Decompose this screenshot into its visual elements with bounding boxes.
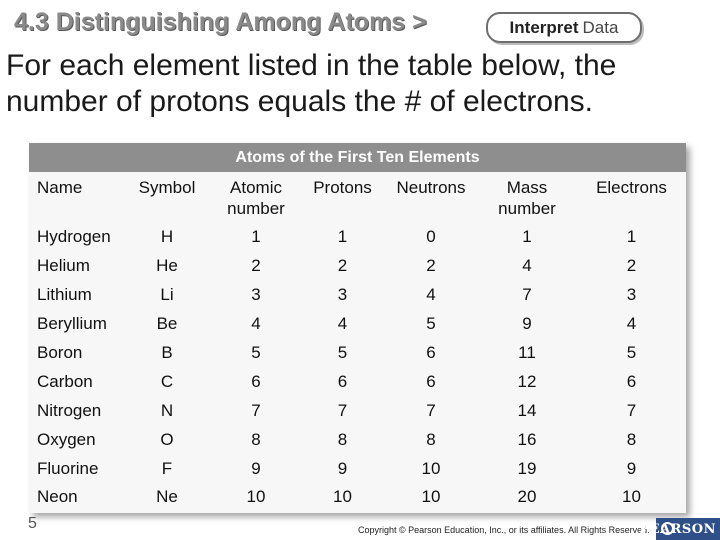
cell-symbol: N — [160, 400, 174, 420]
badge-label: Data — [582, 17, 619, 37]
slide-subtitle: For each element listed in the table below, the number of protons equals the # of electrons. — [6, 49, 617, 118]
cell-electrons: 8 — [626, 429, 637, 449]
cell-atomic-number: 10 — [246, 487, 266, 507]
cell-protons: 8 — [337, 429, 348, 449]
cell-protons: 4 — [337, 314, 348, 334]
table-header-row — [29, 172, 686, 223]
cell-neutrons: 6 — [426, 371, 436, 391]
cell-protons: 7 — [337, 400, 348, 420]
cell-name: Nitrogen — [37, 400, 102, 420]
cell-neutrons: 5 — [426, 314, 436, 334]
cell-electrons: 2 — [626, 256, 637, 276]
cell-neutrons: 10 — [421, 458, 441, 478]
cell-protons: 6 — [337, 371, 348, 391]
column-header-name: Name — [37, 178, 83, 197]
cell-atomic-number: 4 — [251, 314, 261, 334]
cell-mass-number: 9 — [522, 314, 532, 334]
table-row — [29, 425, 686, 454]
cell-atomic-number: 1 — [251, 227, 261, 247]
cell-electrons: 1 — [626, 227, 637, 247]
copyright-notice: Copyright © Pearson Education, Inc., or its affiliates. All Rights Reserved. — [358, 525, 650, 535]
cell-protons: 2 — [337, 256, 348, 276]
cell-protons: 1 — [337, 227, 348, 247]
table-row — [29, 367, 686, 396]
cell-name: Oxygen — [37, 429, 96, 449]
badge-bold-label: Interpret — [509, 17, 579, 37]
cell-mass-number: 4 — [522, 256, 532, 276]
slide-title: 4.3 Distinguishing Among Atoms > — [14, 8, 427, 36]
table-row — [29, 483, 686, 512]
cell-symbol: Li — [160, 285, 174, 305]
column-header-neutrons: Neutrons — [396, 178, 466, 197]
cell-mass-number: 12 — [517, 371, 537, 391]
cell-electrons: 4 — [626, 314, 637, 334]
cell-neutrons: 6 — [426, 343, 436, 362]
cell-protons: 3 — [337, 285, 348, 305]
cell-protons: 5 — [337, 343, 348, 362]
cell-name: Helium — [37, 256, 90, 276]
cell-symbol: He — [156, 256, 178, 276]
cell-neutrons: 4 — [426, 285, 436, 305]
cell-atomic-number: 3 — [251, 285, 261, 305]
cell-symbol: Ne — [156, 487, 178, 507]
cell-atomic-number: 9 — [251, 458, 261, 478]
table-row — [29, 252, 686, 281]
cell-mass-number: 16 — [517, 429, 537, 449]
table-row — [29, 281, 686, 310]
table-row — [29, 454, 686, 483]
cell-mass-number: 19 — [517, 458, 537, 478]
cell-name: Beryllium — [37, 314, 107, 334]
cell-mass-number: 11 — [518, 343, 536, 362]
cell-electrons: 10 — [622, 487, 641, 507]
column-header-protons: Protons — [313, 178, 372, 197]
cell-symbol: O — [160, 429, 174, 449]
cell-name: Boron — [37, 343, 83, 362]
pearson-logo — [639, 518, 720, 540]
cell-symbol: H — [160, 227, 174, 247]
cell-electrons: 6 — [626, 371, 637, 391]
cell-atomic-number: 5 — [251, 343, 261, 362]
cell-protons: 10 — [333, 487, 352, 507]
table-row — [29, 223, 686, 252]
atoms-table — [29, 172, 686, 512]
cell-name: Lithium — [37, 285, 92, 305]
cell-protons: 9 — [337, 458, 348, 478]
cell-mass-number: 20 — [517, 487, 537, 507]
cell-atomic-number: 6 — [251, 371, 261, 391]
atoms-table-container — [29, 143, 686, 513]
column-header-atomic-number: Atomic number — [227, 178, 285, 218]
cell-name: Neon — [37, 487, 78, 507]
cell-neutrons: 10 — [421, 487, 441, 507]
column-header-electrons: Electrons — [596, 178, 667, 197]
cell-mass-number: 7 — [522, 285, 532, 305]
cell-symbol: F — [161, 458, 173, 478]
cell-electrons: 7 — [626, 400, 637, 420]
cell-atomic-number: 2 — [251, 256, 261, 276]
cell-symbol: C — [160, 371, 174, 391]
table-row — [29, 310, 686, 339]
cell-mass-number: 14 — [517, 400, 537, 420]
slide-number: 5 — [28, 515, 37, 532]
cell-neutrons: 7 — [426, 400, 436, 420]
column-header-mass-number: Mass number — [498, 178, 556, 218]
cell-electrons: 5 — [626, 343, 637, 362]
pearson-logo-icon — [661, 522, 674, 535]
cell-electrons: 3 — [626, 285, 637, 305]
cell-neutrons: 0 — [426, 227, 436, 247]
cell-name: Hydrogen — [37, 227, 111, 247]
cell-neutrons: 8 — [426, 429, 436, 449]
cell-electrons: 9 — [626, 458, 637, 478]
cell-symbol: B — [161, 343, 173, 362]
column-header-symbol: Symbol — [138, 178, 196, 197]
table-body — [29, 223, 686, 512]
table-row — [29, 339, 686, 368]
cell-name: Carbon — [37, 371, 93, 391]
table-caption: Atoms of the First Ten Elements — [29, 143, 686, 172]
cell-name: Fluorine — [37, 458, 99, 478]
cell-mass-number: 1 — [522, 227, 532, 247]
cell-atomic-number: 8 — [251, 429, 261, 449]
cell-neutrons: 2 — [426, 256, 436, 276]
pearson-logo-text: PEARSON — [639, 521, 716, 537]
table-row — [29, 396, 686, 425]
cell-symbol: Be — [156, 314, 178, 334]
interpret-data-badge — [486, 12, 642, 43]
cell-atomic-number: 7 — [251, 400, 261, 420]
